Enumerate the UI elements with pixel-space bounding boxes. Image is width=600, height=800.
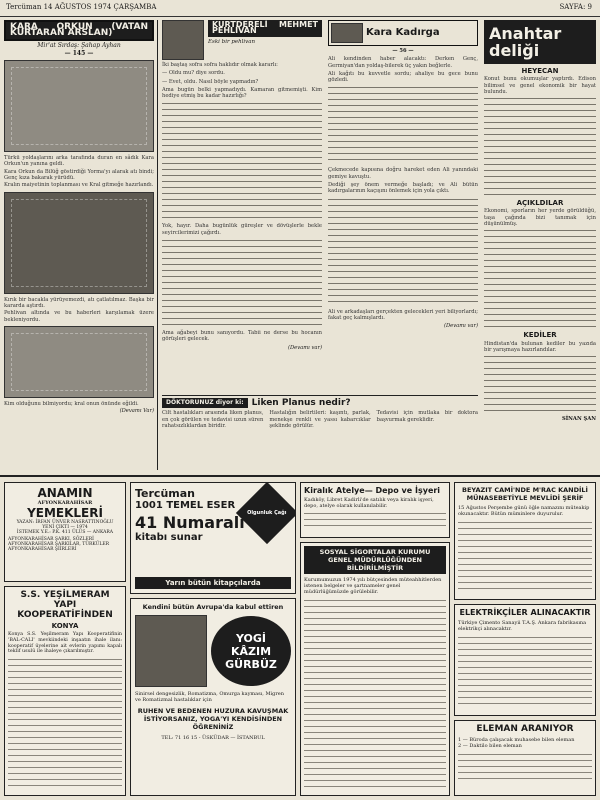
yesilmeram-title: S.S. YEŞİLMERAM YAPI KOOPERATİFİNDEN — [17, 590, 113, 620]
anamin-year: YENİ ÇIKTI — 1974 — [42, 525, 88, 530]
kurtdereli-p6: Ama ağabeyi bunu sanıyordu. Tabii ne derse bu hocanın görüşleri gelecek. — [162, 330, 322, 343]
beyazit-ad — [454, 482, 596, 600]
yogi-portrait — [135, 615, 207, 687]
kurtdereli-p3: — Evet, oldu. Nasıl böyle yapmadın? — [162, 78, 259, 85]
kiralik-text-block — [304, 511, 446, 529]
kara-orkun-illustration-3 — [4, 326, 154, 398]
tercuman-subline: Yarın bütün kitapçılarda — [135, 577, 291, 589]
kara-orkun-episode: — 145 — — [64, 49, 94, 57]
kediler-text: Hindistan'da bulunan kediler bu yazıda bir yarışmaya hazırlandılar. — [484, 340, 596, 353]
section-aciklar: AÇIKLDILAR — [516, 199, 564, 208]
wrestler-portrait — [162, 20, 204, 60]
yogi-name-2: KÂZIM — [230, 644, 272, 658]
eleman-item: 1 — Büroda çalışacak muhasebe bilen eleman — [458, 737, 575, 743]
kurtdereli-p1: İki baştaş sofra sofra haklıdır olmak kararlı: — [162, 62, 278, 68]
kara-orkun-p5: Pehlivan altında ve bu haberleri karşılamak üzere bekleniyordu. — [4, 310, 154, 323]
kara-kadirga-title: Kara Kadırga — [366, 26, 440, 38]
sosyal-sigortalar-ad — [300, 542, 450, 796]
elektrikciler-body: Türkiye Çimento Sanayii T.A.Ş. Ankara fabrikasına elektrikçi alınacaktır. — [458, 620, 587, 632]
yogi-name-1: YOGİ — [235, 631, 267, 645]
eleman-araniyor-ad — [454, 720, 596, 796]
anamin-item: AFYONKARAHİSAR ŞARKILAR, TÜRKÜLER — [8, 542, 110, 547]
kara-kadirga-p5: Ali ve arkadaşları gerçekten gelecekleri yeri biliyorlardı; fakat geç kalmışlardı. — [328, 308, 478, 321]
anahtar-deligi-title: Anahtar deliği — [484, 20, 596, 64]
tercuman-tagline: kitabı sunar — [135, 532, 203, 543]
yesilmeram-text-block — [8, 657, 122, 787]
tercuman-book-ad — [130, 482, 296, 594]
yogi-address: TEL: 71 16 15 - ÜSKÜDAR — İSTANBUL — [161, 735, 265, 741]
kara-kadirga-column — [328, 20, 478, 390]
heyecan-text: Konut bunu okumuşlar yaptırdı. Edison bilimsel ve genel ekonomik bir hayat bulundu. — [484, 76, 596, 95]
kara-orkun-p3: Kralın maiyetinin toplanması ve Kral gitmeğe hazırlandı. — [4, 182, 154, 189]
kiralik-title: Kiralık Atelye— Depo ve İşyeri — [304, 486, 441, 495]
yogi-name-3: GÜRBÜZ — [225, 657, 277, 671]
section-divider — [0, 475, 600, 477]
kurtdereli-text-block — [162, 101, 322, 221]
sosyal-title: SOSYAL SİGORTALAR KURUMU GENEL MÜDÜRLÜĞÜNDEN BİLDİRİLMİŞTİR — [304, 546, 446, 574]
kara-orkun-p4: Kırık bir bacakla yürüyemezdi, atı çatlatılmaz. Başka bir kararda aştırdı. — [4, 296, 154, 309]
elektrikciler-ad — [454, 604, 596, 716]
anamin-yemekleri-ad — [4, 482, 126, 582]
kara-kadirga-continued: (Devamı var) — [443, 323, 478, 330]
aciklar-text-block — [484, 228, 596, 328]
kiralik-body: Kadıköy, Libret Kadirli'de satılık veya kiralık işyeri, depo, atelye olarak kullanılabilir. — [304, 497, 434, 509]
kara-orkun-byline: Mir'at Sırdaş: Şahap Ayhan — [37, 41, 121, 49]
doctor-p2: Hastalığın belirtileri: kaşıntı, parlak, menekşe renkli ve yassı kabarcıklar şeklinde görülür. — [269, 410, 371, 429]
yesilmeram-city: KONYA — [51, 622, 79, 630]
doctor-p3: Tedavisi için mutlaka bir doktora başvurmak gereklidir. — [376, 410, 478, 423]
yesilmeram-ad — [4, 586, 126, 796]
kara-orkun-p6: Kim olduğunu bilmiyordu; kral onun önünde eğildi. — [4, 400, 139, 407]
yogi-name-badge — [211, 616, 291, 686]
kurtdereli-p2: — Oldu mu? diye sordu. — [162, 70, 225, 77]
kara-kadirga-p4: Dediği şey önem vermeğe başladı; ve Ali bütün kadırgalarının kaçışını önlemek için yola çıktı. — [328, 182, 478, 195]
column-rule — [157, 20, 158, 470]
badge-text: Olgunluk Çağı — [247, 510, 287, 516]
eleman-text-block — [458, 752, 592, 782]
yesilmeram-body: Konya S.S. Yeşilmeram Yapı Kooperatifinin 'BAL-CALI' mevkiindeki inşaatın ihale ilanı: kooperatif üyelerine ait evlerin yapımı kapalı teklif usulü ile ihaleye çıkarılmıştır. — [8, 632, 122, 655]
yogi-slogan: RUHEN VE BEDENEN HUZURA KAVUŞMAK İSTİYORSANIZ, YOGA'YI KENDİSİNDEN ÖĞRENİNİZ — [137, 707, 289, 731]
header-date: Tercüman 14 AĞUSTOS 1974 ÇARŞAMBA — [6, 3, 157, 11]
kara-orkun-illustration-2 — [4, 192, 154, 294]
eleman-item: 2 — Daktilo bilen eleman — [458, 743, 522, 749]
doctor-section — [162, 395, 478, 471]
kurtdereli-continued: (Devamı var) — [287, 344, 322, 351]
ship-illustration — [331, 23, 363, 43]
beyazit-title: BEYAZIT CAMİ'NDE M'RAC KANDİLİ MÜNASEBETİYLE MEVLİDİ ŞERİF — [462, 486, 588, 502]
tercuman-number: 41 Numaralı — [135, 513, 245, 532]
doctor-title: DÖKTORUNUZ diyor ki: — [162, 398, 248, 408]
yogi-body: Sinirsel dengesizlik, Romatizma, Omurga kayması, Migren ve Romatizmal hastalıklar için — [135, 691, 284, 703]
kara-orkun-p1: Türkü yoldaşlarını arka tarafında duran en sâdık Kara Orkun'un yanına geldi. — [4, 155, 154, 168]
tercuman-brand: Tercüman — [135, 487, 195, 500]
page-number: SAYFA: 9 — [559, 3, 592, 11]
heyecan-text-block — [484, 96, 596, 196]
anahtar-deligi-column — [484, 20, 596, 470]
kara-kadirga-p3: Çekmecede kapısına doğru hareket eden Ali yanındaki gemiye kavuştu. — [328, 167, 478, 180]
doctor-p1: Cilt hastalıkları arasında liken planus, en çok görülen ve tedavisi uzun süren rahatsızlıklardan biridir. — [162, 410, 264, 429]
kara-kadirga-p1: Ali kendinden haber alacaktı: Derken Genç, Germiyan'dan yoldaş-bilerek üç yakın beğlerle. — [328, 56, 478, 69]
section-heyecan: HEYECAN — [521, 67, 559, 75]
kara-kadirga-episode: — 56 — — [392, 48, 414, 54]
sosyal-text-block — [304, 598, 446, 788]
kiralik-ad — [300, 482, 450, 538]
tercuman-series: 1001 TEMEL ESER — [135, 500, 236, 511]
kurtdereli-byline: Eski bir pehlivan — [208, 38, 256, 45]
anamin-title-2: YEMEKLERİ — [27, 506, 103, 520]
yogi-headline: Kendini bütün Avrupa'da kabul ettiren — [142, 603, 284, 611]
page-header — [0, 0, 600, 17]
kurtdereli-title: KURTDERELİ MEHMET PEHLİVAN — [208, 20, 322, 37]
beyazit-text-block — [458, 520, 592, 590]
elektrikciler-title: ELEKTRİKÇİLER ALINACAKTIR — [459, 608, 591, 617]
kara-kadirga-text-block — [328, 85, 478, 165]
kara-kadirga-text-block-2 — [328, 197, 478, 307]
anamin-address: İSTEMEK Y.E.: P.K. 411 ÜLÜS — ANKARA — [16, 530, 114, 535]
beyazit-body: 15 Ağustos Perşembe günü öğle namazını müteakip okunacaktır. Bütün müminlere duyurulur. — [458, 505, 590, 517]
kara-kadirga-p2: Ali kağıtı bu kuvvetle sordu; ahaliye bu gece bunu gözledi. — [328, 70, 478, 84]
sosyal-body: Kurumumuzun 1974 yılı bütçesinden müteahhitlerden istenen belgeler ve şartnameler genel müdürlüğümüzde görülebilir. — [304, 577, 442, 595]
section-kediler: KEDİLER — [523, 331, 557, 340]
yogi-ad — [130, 598, 296, 796]
liken-heading: Liken Planus nedir? — [251, 398, 351, 408]
eleman-title: ELEMAN ARANIYOR — [476, 724, 574, 734]
kediler-text-block — [484, 354, 596, 414]
anamin-item: AFYONKARAHİSAR ŞARKI, SÖZLERİ — [8, 537, 94, 542]
anamin-title: ANAMIN — [37, 486, 93, 500]
elektrikciler-text-block — [458, 635, 592, 707]
anamin-subtitle: AFYONKARAHİSAR — [37, 500, 93, 506]
kurtdereli-column — [162, 20, 322, 390]
kurtdereli-p4: Ama bugün belki yapmadıydı. Kamaran gitmemişti. Kim hediye etmiş bu kadar hazırlığı? — [162, 86, 322, 100]
anamin-author: YAZAN: İRFAN ÜNVER NASRATTINOĞLU — [16, 520, 114, 525]
kara-orkun-p2: Kara Orkun da Bilüğ göstirdiği Yorma'yı alarak atı bindi; Genç kıza bakarak yürüdü. — [4, 168, 154, 182]
kurtdereli-text-block-2 — [162, 238, 322, 328]
kurtdereli-p5: Yok, hayır. Daha bugünlük güreşler ve dövüşlerle bekle seyircilerimizi çağırdı. — [162, 223, 322, 236]
aciklar-text: Ekonomi, sporların her yerde görüldüğü, taşa çağında bizi tanımak için düşünülmüş. — [484, 208, 596, 228]
kara-orkun-column — [4, 20, 154, 470]
anamin-item: AFYONKARAHİSAR ŞİİRLERİ — [8, 547, 77, 552]
kara-orkun-illustration-1 — [4, 60, 154, 152]
kara-orkun-continued: (Devamı Var) — [119, 408, 154, 415]
kara-orkun-title: KARA ORKUN (VATAN KURTARAN ARSLAN) — [4, 20, 154, 41]
column-signature: SİNAN ŞAN — [562, 416, 596, 423]
